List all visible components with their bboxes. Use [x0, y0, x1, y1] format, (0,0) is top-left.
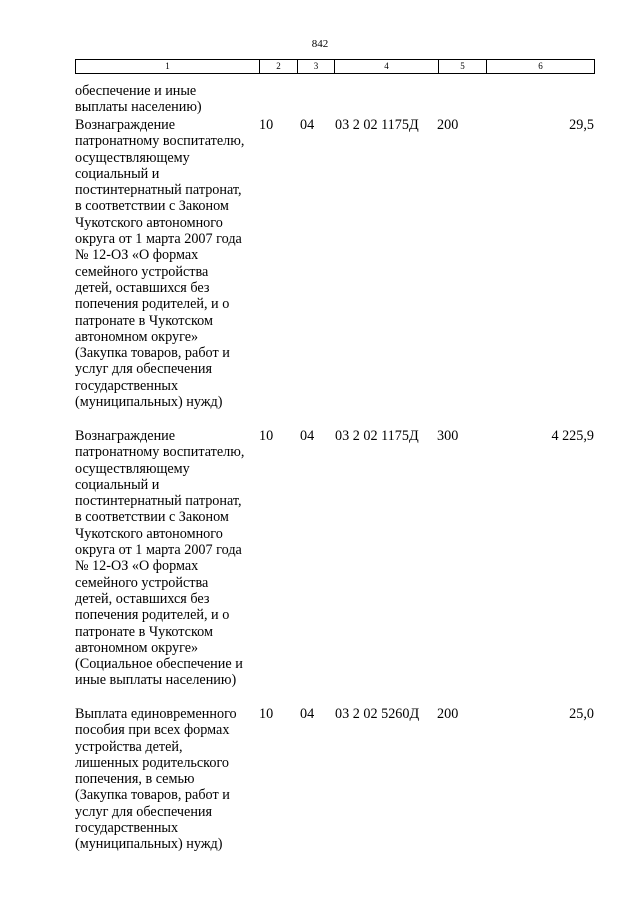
row-name: Вознаграждение патронатному воспитателю, осуществляющему социальный и постинтернатный патронат, в соответствии с Законом Чукотского автономного округа от 1 марта 2007 года № 12-ОЗ «О формах семейного устройства детей, оставшихся без попечения родителей, и о патронате в Чукотском автономном округе» (Закупка товаров, работ и услуг для обеспечения государственных (муниципальных) нужд): [75, 117, 245, 411]
column-header-table: [75, 59, 595, 74]
page-number: 842: [311, 38, 329, 50]
row-target-code: 03 2 02 5260Д: [335, 706, 420, 722]
row-subsection: 04: [300, 117, 315, 133]
row-amount: 4 225,9: [551, 428, 594, 444]
continuation-text: обеспечение и иные выплаты населению): [75, 83, 202, 116]
row-section: 10: [259, 428, 274, 444]
column-header-2: 2: [260, 60, 298, 74]
row-subsection: 04: [300, 706, 315, 722]
column-header-row: [76, 60, 595, 74]
column-header-1: 1: [76, 60, 260, 74]
row-expense-type: 200: [437, 117, 459, 133]
row-expense-type: 200: [437, 706, 459, 722]
column-header-4: 4: [335, 60, 439, 74]
row-name: Выплата единовременного пособия при всех формах устройства детей, лишенных родительского попечения, в семью (Закупка товаров, работ и услуг для обеспечения государственных (муниципальных) нужд): [75, 706, 237, 853]
row-amount: 29,5: [569, 117, 594, 133]
row-target-code: 03 2 02 1175Д: [335, 117, 419, 133]
row-section: 10: [259, 117, 274, 133]
row-subsection: 04: [300, 428, 315, 444]
row-target-code: 03 2 02 1175Д: [335, 428, 419, 444]
column-header-6: 6: [487, 60, 595, 74]
row-amount: 25,0: [569, 706, 594, 722]
row-section: 10: [259, 706, 274, 722]
column-header-3: 3: [298, 60, 335, 74]
row-name: Вознаграждение патронатному воспитателю, осуществляющему социальный и постинтернатный патронат, в соответствии с Законом Чукотского автономного округа от 1 марта 2007 года № 12-ОЗ «О формах семейного устройства детей, оставшихся без попечения родителей, и о патронате в Чукотском автономном округе» (Социальное обеспечение и иные выплаты населению): [75, 428, 245, 689]
row-expense-type: 300: [437, 428, 459, 444]
column-header-5: 5: [439, 60, 487, 74]
